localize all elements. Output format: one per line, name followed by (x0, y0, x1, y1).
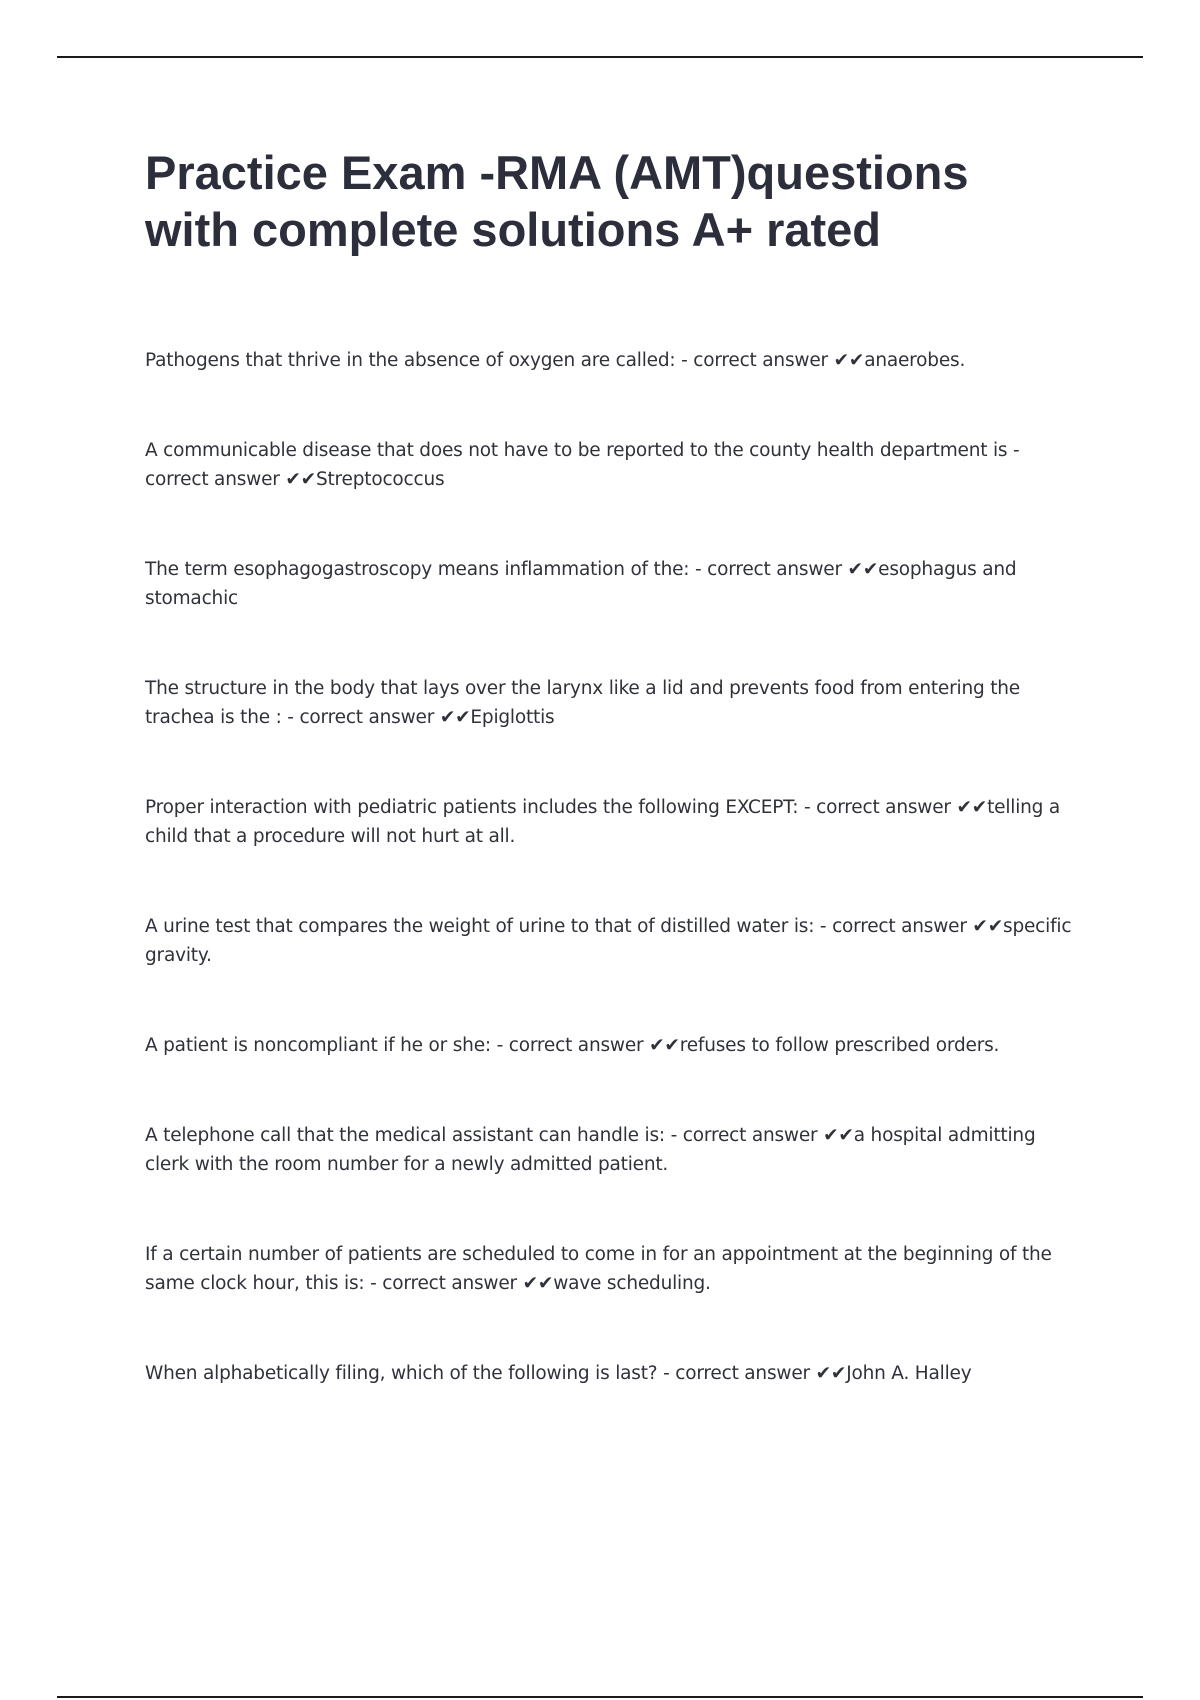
qa-item: A urine test that compares the weight of urine to that of distilled water is: - correct answer ✔✔specific gravity. (145, 916, 1072, 966)
qa-item: If a certain number of patients are scheduled to come in for an appointment at the beginning of the same clock hour, this is: - correct answer ✔✔wave scheduling. (145, 1244, 1052, 1294)
qa-item: Pathogens that thrive in the absence of oxygen are called: - correct answer ✔✔anaerobes. (145, 350, 966, 371)
qa-item: The term esophagogastroscopy means inflammation of the: - correct answer ✔✔esophagus and stomachic (145, 559, 1017, 609)
qa-item: When alphabetically filing, which of the following is last? - correct answer ✔✔John A. Halley (145, 1363, 972, 1384)
qa-list (145, 346, 1085, 1388)
qa-item: The structure in the body that lays over the larynx like a lid and prevents food from entering the trachea is the : - correct answer ✔✔Epiglottis (145, 678, 1020, 728)
qa-item: A communicable disease that does not have to be reported to the county health department is - correct answer ✔✔Streptococcus (145, 440, 1020, 490)
document-title: Practice Exam -RMA (AMT)questions with complete solutions A+ rated (145, 146, 969, 256)
qa-item: Proper interaction with pediatric patients includes the following EXCEPT: - correct answer ✔✔telling a child that a procedure will not hurt at all. (145, 797, 1061, 847)
bottom-divider (57, 1696, 1143, 1698)
qa-item: A telephone call that the medical assistant can handle is: - correct answer ✔✔a hospital admitting clerk with the room number for a newly admitted patient. (145, 1125, 1036, 1175)
top-divider (57, 56, 1143, 58)
qa-item: A patient is noncompliant if he or she: - correct answer ✔✔refuses to follow prescribed orders. (145, 1035, 1000, 1056)
